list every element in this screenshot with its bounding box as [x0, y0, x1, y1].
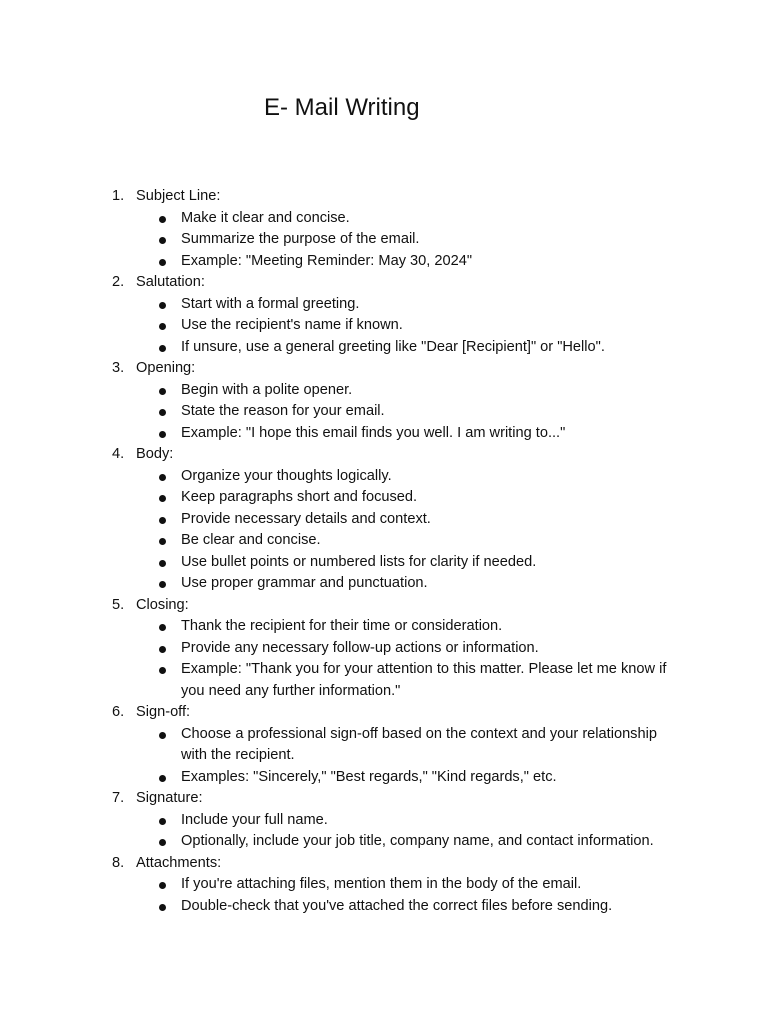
list-item-text: Use bullet points or numbered lists for clarity if needed. [181, 553, 537, 570]
bullet-dot-icon [159, 732, 166, 739]
list-item-text: Example: "I hope this email finds you well. I am writing to..." [181, 424, 566, 441]
list-item [0, 315, 676, 337]
list-item [0, 380, 676, 402]
list-item [0, 530, 676, 552]
bullet-dot-icon [159, 818, 166, 825]
bullet-dot-icon [159, 624, 166, 631]
bullet-dot-icon [159, 646, 166, 653]
list-item-text: Summarize the purpose of the email. [181, 231, 420, 247]
outline-section [0, 595, 768, 703]
list-item-text: Include your full name. [181, 811, 328, 828]
list-item-text: Use the recipient's name if known. [181, 317, 403, 333]
section-bullet-list [0, 874, 768, 917]
list-item-text: If you're attaching files, mention them in the body of the email. [181, 876, 582, 892]
list-item [0, 659, 676, 702]
list-item [0, 767, 676, 789]
list-item [0, 337, 676, 359]
outline-section [0, 853, 768, 918]
bullet-dot-icon [159, 538, 166, 545]
list-item [0, 896, 676, 918]
list-item [0, 616, 676, 638]
section-heading: Attachments: [136, 854, 222, 871]
bullet-dot-icon [159, 237, 166, 244]
list-item-text: Optionally, include your job title, company name, and contact information. [181, 833, 654, 849]
section-heading: Body: [136, 446, 174, 462]
list-item [0, 724, 676, 767]
page-title: E- Mail Writing [264, 94, 420, 121]
section-heading: Signature: [136, 790, 203, 806]
list-item [0, 509, 676, 531]
outline-section [0, 444, 768, 595]
bullet-dot-icon [159, 517, 166, 524]
section-number: 2. [112, 274, 125, 290]
section-heading-row [0, 358, 768, 380]
bullet-dot-icon [159, 581, 166, 588]
section-heading-row [0, 788, 768, 810]
list-item-text: Make it clear and concise. [181, 209, 350, 226]
list-item [0, 423, 676, 445]
list-item-text: State the reason for your email. [181, 403, 385, 419]
list-item [0, 810, 676, 832]
bullet-dot-icon [159, 345, 166, 352]
bullet-dot-icon [159, 882, 166, 889]
bullet-dot-icon [159, 388, 166, 395]
list-item-text: Start with a formal greeting. [181, 295, 360, 312]
list-item-text: Example: "Meeting Reminder: May 30, 2024" [181, 252, 473, 269]
section-heading: Subject Line: [136, 188, 221, 204]
outline-section [0, 272, 768, 358]
bullet-dot-icon [159, 775, 166, 782]
section-heading-row [0, 595, 768, 617]
bullet-dot-icon [159, 495, 166, 502]
section-heading-row [0, 272, 768, 294]
section-number: 8. [112, 854, 125, 871]
list-item-text: Double-check that you've attached the correct files before sending. [181, 897, 613, 914]
list-item-text: If unsure, use a general greeting like "Dear [Recipient]" or "Hello". [181, 338, 605, 355]
section-bullet-list [0, 616, 768, 702]
list-item [0, 874, 676, 896]
list-item [0, 294, 676, 316]
section-heading-row [0, 702, 768, 724]
list-item [0, 487, 676, 509]
list-item [0, 466, 676, 488]
outline-section [0, 358, 768, 444]
section-number: 7. [112, 790, 125, 806]
bullet-dot-icon [159, 409, 166, 416]
section-heading: Opening: [136, 360, 196, 376]
section-bullet-list [0, 380, 768, 445]
section-number: 4. [112, 446, 125, 462]
outline-section [0, 788, 768, 853]
bullet-dot-icon [159, 302, 166, 309]
list-item-text: Organize your thoughts logically. [181, 467, 392, 484]
outline-section [0, 186, 768, 272]
section-heading-row [0, 186, 768, 208]
list-item [0, 831, 676, 853]
bullet-dot-icon [159, 560, 166, 567]
bullet-dot-icon [159, 667, 166, 674]
section-number: 1. [112, 188, 125, 204]
section-heading-row [0, 444, 768, 466]
outline-section [0, 702, 768, 788]
bullet-dot-icon [159, 474, 166, 481]
list-item-text: Begin with a polite opener. [181, 381, 353, 398]
bullet-dot-icon [159, 259, 166, 266]
list-item [0, 552, 676, 574]
list-item [0, 401, 676, 423]
list-item-text: Thank the recipient for their time or consideration. [181, 618, 503, 634]
section-bullet-list [0, 208, 768, 273]
list-item-text: Examples: "Sincerely," "Best regards," "Kind regards," etc. [181, 768, 557, 785]
list-item [0, 251, 676, 273]
section-heading-row [0, 853, 768, 875]
list-item-text: Use proper grammar and punctuation. [181, 575, 428, 591]
list-item-text: Provide any necessary follow-up actions or information. [181, 639, 539, 656]
list-item-text: Be clear and concise. [181, 532, 321, 548]
bullet-dot-icon [159, 839, 166, 846]
section-heading: Closing: [136, 596, 189, 613]
email-writing-outline [0, 186, 768, 917]
bullet-dot-icon [159, 431, 166, 438]
list-item-text: Keep paragraphs short and focused. [181, 489, 418, 505]
section-bullet-list [0, 724, 768, 789]
list-item [0, 638, 676, 660]
section-bullet-list [0, 810, 768, 853]
section-bullet-list [0, 466, 768, 595]
list-item [0, 208, 676, 230]
section-bullet-list [0, 294, 768, 359]
list-item-text: Example: "Thank you for your attention to this matter. Please let me know if you need any further information." [181, 661, 667, 699]
bullet-dot-icon [159, 323, 166, 330]
section-number: 6. [112, 704, 125, 720]
list-item-text: Choose a professional sign-off based on the context and your relationship with the recipient. [181, 725, 657, 763]
section-heading: Sign-off: [136, 704, 191, 720]
section-number: 5. [112, 596, 125, 613]
bullet-dot-icon [159, 216, 166, 223]
section-heading: Salutation: [136, 274, 205, 290]
list-item-text: Provide necessary details and context. [181, 510, 431, 527]
bullet-dot-icon [159, 904, 166, 911]
section-number: 3. [112, 360, 125, 376]
list-item [0, 573, 676, 595]
list-item [0, 229, 676, 251]
